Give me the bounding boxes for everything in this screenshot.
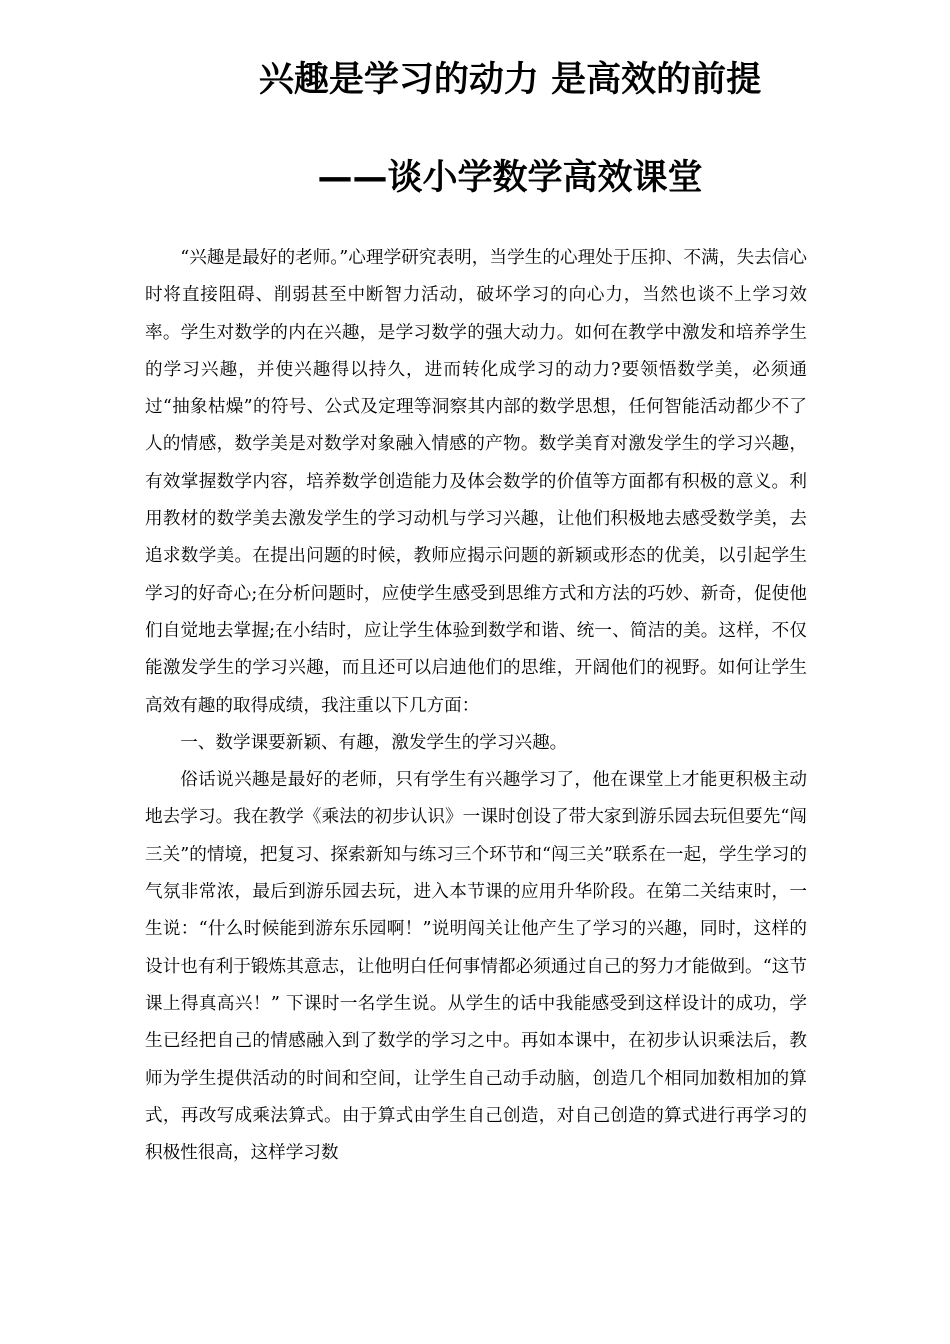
- document-subtitle: ——谈小学数学高效课堂: [317, 158, 703, 198]
- document-title: 兴趣是学习的动力 是高效的前提: [258, 60, 762, 100]
- document-body: [145, 240, 807, 1172]
- body-paragraph: 俗话说兴趣是最好的老师，只有学生有兴趣学习了，他在课堂上才能更积极主动地去学习。我在教学《乘法的初步认识》一课时创设了带大家到游乐园去玩但要先“闯三关”的情境，把复习、探索新知与练习三个环节和“闯三关”联系在一起，学生学习的气氛非常浓，最后到游乐园去玩，进入本节课的应用升华阶段。在第二关结束时，一生说：“什么时候能到游东乐园啊！”说明闯关让他产生了学习的兴趣，同时，这样的设计也有利于锻炼其意志，让他明白任何事情都必须通过自己的努力才能做到。“这节课上得真高兴！” 下课时一名学生说。从学生的话中我能感受到这样设计的成功，学生已经把自己的情感融入到了数学的学习之中。再如本课中，在初步认识乘法后，教师为学生提供活动的时间和空间，让学生自己动手动脑，创造几个相同加数相加的算式，再改写成乘法算式。由于算式由学生自己创造，对自己创造的算式进行再学习的积极性很高，这样学习数: [145, 770, 807, 1164]
- body-paragraph: “兴趣是最好的老师。”心理学研究表明，当学生的心理处于压抑、不满，失去信心时将直接阻碍、削弱甚至中断智力活动，破坏学习的向心力，当然也谈不上学习效率。学生对数学的内在兴趣，是学习数学的强大动力。如何在教学中激发和培养学生的学习兴趣，并使兴趣得以持久，进而转化成学习的动力?要领悟数学美，必须通过“抽象枯燥”的符号、公式及定理等洞察其内部的数学思想，任何智能活动都少不了人的情感，数学美是对数学对象融入情感的产物。数学美育对激发学生的学习兴趣，有效掌握数学内容，培养数学创造能力及体会数学的价值等方面都有积极的意义。利用教材的数学美去激发学生的学习动机与学习兴趣，让他们积极地去感受数学美，去追求数学美。在提出问题的时候，教师应揭示问题的新颖或形态的优美，以引起学生学习的好奇心;在分析问题时，应使学生感受到思维方式和方法的巧妙、新奇，促使他们自觉地去掌握;在小结时，应让学生体验到数学和谐、统一、简洁的美。这样，不仅能激发学生的学习兴趣，而且还可以启迪他们的思维，开阔他们的视野。如何让学生高效有趣的取得成绩，我注重以下几方面：: [145, 248, 807, 716]
- section-heading: 一、数学课要新颖、有趣，激发学生的学习兴趣。: [180, 732, 568, 753]
